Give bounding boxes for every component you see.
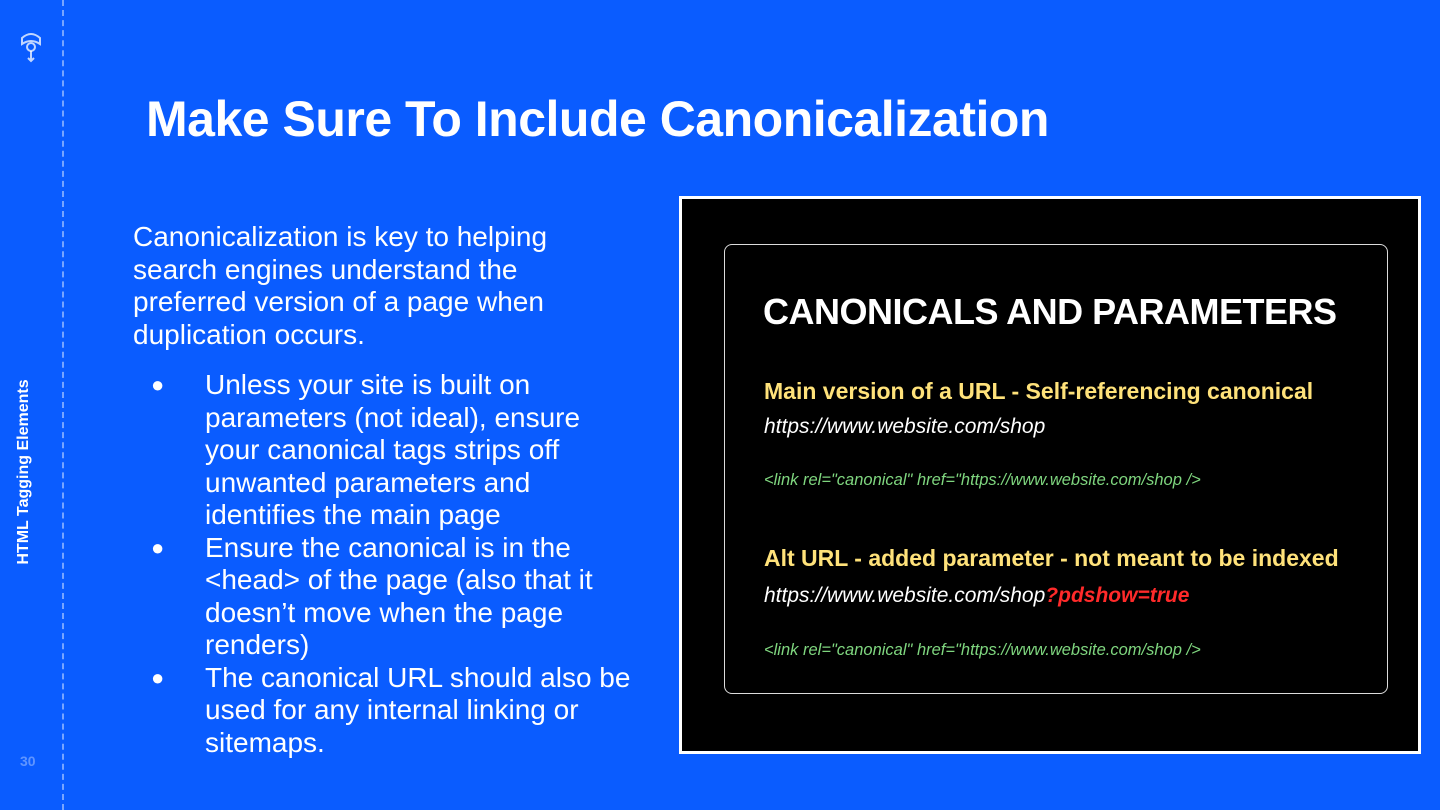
list-item xyxy=(133,369,633,532)
bullet-text: The canonical URL should also be used for any internal linking or sitemaps. xyxy=(205,661,631,758)
list-item xyxy=(133,662,633,760)
bullet-text: Unless your site is built on parameters (not ideal), ensure your canonical tags strips off unwanted parameters and identifies the main page xyxy=(205,369,581,530)
bullet-dot-icon: ● xyxy=(151,372,165,397)
image-card xyxy=(724,244,1388,694)
bullet-dot-icon: ● xyxy=(151,534,165,560)
alt-url xyxy=(764,584,1189,608)
slide-title: Make Sure To Include Canonicalization xyxy=(146,91,1049,147)
bullet-list xyxy=(133,369,633,759)
page-number: 30 xyxy=(20,753,36,769)
bullet-dot-icon: ● xyxy=(151,664,165,690)
image-title: CANONICALS AND PARAMETERS xyxy=(763,291,1337,332)
slide-body xyxy=(133,221,633,759)
alt-url-parameter: ?pdshow=true xyxy=(1045,584,1190,607)
intro-paragraph: Canonicalization is key to helping search engines understand the preferred version of a page when duplication occurs. xyxy=(133,221,548,350)
section-label: HTML Tagging Elements xyxy=(15,379,32,565)
alt-canonical-code: <link rel="canonical" href="https://www.website.com/shop /> xyxy=(764,641,1201,659)
main-url: https://www.website.com/shop xyxy=(764,415,1046,438)
list-item xyxy=(133,532,633,662)
alt-url-base: https://www.website.com/shop xyxy=(764,584,1046,607)
canonicals-image xyxy=(679,196,1421,754)
bullet-text: Ensure the canonical is in the <head> of the page (also that it doesn’t move when the page renders) xyxy=(205,531,593,660)
main-canonical-code: <link rel="canonical" href="https://www.website.com/shop /> xyxy=(764,471,1201,489)
main-url-heading: Main version of a URL - Self-referencing canonical xyxy=(764,378,1314,404)
alt-url-heading: Alt URL - added parameter - not meant to be indexed xyxy=(764,545,1339,571)
brand-logo-icon xyxy=(18,28,44,64)
side-rail-divider xyxy=(62,0,64,810)
